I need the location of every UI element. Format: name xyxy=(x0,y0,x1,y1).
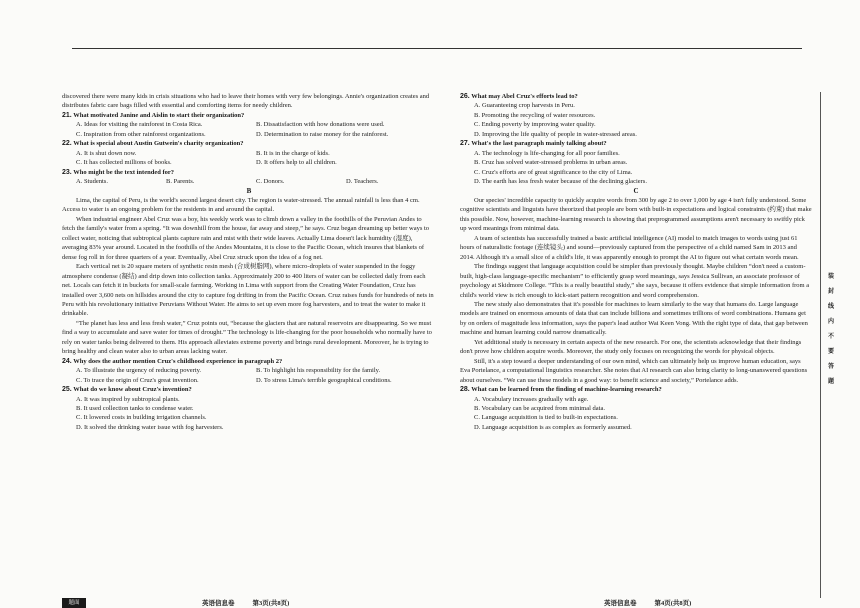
option-a: A. Students. xyxy=(76,178,108,186)
footer-exam-name: 英语信息卷 xyxy=(202,600,235,607)
option-d: D. Language acquisition is as complex as formerly assumed. xyxy=(474,423,632,431)
option-a: A. It is shut down now. xyxy=(76,149,137,157)
passage-b-paragraph-1: Lima, the capital of Peru, is the world's second largest desert city. The region is water-stressed. The annual rainfall is less than 4 cm. Access to water is an ongoing problem for the residents in and around the capital. xyxy=(62,196,420,214)
binding-char: 内 xyxy=(827,319,834,325)
option-b: B. Cruz has solved water-stressed problems in urban areas. xyxy=(474,159,628,167)
question-28 xyxy=(460,385,812,432)
option-b: B. Dissatisfaction with how donations were used. xyxy=(256,121,385,129)
question-number: 24. xyxy=(62,357,72,365)
footer-left xyxy=(202,598,307,607)
option-c: C. Language acquisition is tied to built-in expectations. xyxy=(474,414,618,422)
option-b: B. It is in the charge of kids. xyxy=(256,149,330,157)
passage-c-paragraph-6: Still, it's a step toward a deeper understanding of our own mind, which can ultimately help us improve human education, says Eva Portelance, a computational linguistics researcher. She notes that AI research can also bring clarity to long-unanswered questions about ourselves. “We can use these models in a good way: to benefit science and society,” Portelance adds. xyxy=(460,357,808,384)
binding-char: 要 xyxy=(827,349,834,355)
option-a: A. It was inspired by subtropical plants. xyxy=(76,395,180,403)
question-number: 26. xyxy=(460,93,470,100)
option-a: A. To illustrate the urgency of reducing poverty. xyxy=(76,367,202,375)
option-b: B. Parents. xyxy=(166,178,195,186)
corner-label: 题面 xyxy=(62,598,86,608)
question-number: 21. xyxy=(62,111,72,119)
option-c: C. Inspiration from other rainforest organizations. xyxy=(76,130,206,138)
option-d: D. The earth has less fresh water because of the declining glaciers. xyxy=(474,178,647,186)
option-c: C. It lowered costs in building irrigation channels. xyxy=(76,414,207,422)
option-a: A. Ideas for visiting the rainforest in Costa Rica. xyxy=(76,121,203,129)
binding-warning xyxy=(826,270,836,390)
right-column xyxy=(460,92,812,432)
passage-b-paragraph-3: Each vertical net is 20 square meters of synthetic resin mesh (合成树脂网), where micro-droplets of water suspended in the foggy atmosphere condense (凝结) and drip down into collection tanks. Approximately 200 to 400 liters of water can be collected daily from each net. Locals can fetch it in buckets for small-scale farming. Working in Lima with support from the Creating Water Foundation, Cruz has installed over 3,600 nets on hillsides around the city to capture fog drifting in from the Pacific Ocean. Cruz raises funds for hundreds of nets in Peru with his revolutionary initiative Peruvians Without Water. He aims to set up even more fog harvesters, and to treat the water to make it drinkable. xyxy=(62,263,434,318)
question-number: 23. xyxy=(62,168,72,176)
question-stem: What may Abel Cruz's efforts lead to? xyxy=(471,93,578,100)
passage-a-ending: discovered there were many kids in crisis situations who had to leave their homes with very few belongings. Annie's organization creates and distributes fabric care bags filled with essential and comforting items for needy children. xyxy=(62,93,430,110)
passage-c-paragraph-3: The findings suggest that language acquisition could be simpler than previously thought. Maybe children “don't need a custom-built, high-class language-specific mechanism” to efficiently grasp word meanings, says Jessica Sullivan, an associate professor of psychology at Skidmore College. “This is a really beautiful study,” she says, because it offers evidence that simple information from a child's world view is rich enough to kick-start pattern recognition and word comprehension. xyxy=(460,263,810,299)
option-c: C. It has collected millions of books. xyxy=(76,159,172,167)
passage-b-paragraph-2: When industrial engineer Abel Cruz was a boy, his weekly work was to climb down a valley in the foothills of the Peruvian Andes to fetch the family's water from a spring. “It was downhill from the house, far away and steep,” he says. Cruz began dreaming up better ways to collect water, noticing that subtropical plants capture rain and mist with their wide leaves. Actually Lima doesn't lack humidity (湿度), averaging 83% year around. Located in the foothills of the Andes Mountains, it is close to the Pacific Ocean, which insures that blankets of dense fog roll in for three quarters of a year. Eventually, Abel Cruz struck upon the idea of a fog net. xyxy=(62,215,430,261)
question-number: 22. xyxy=(62,140,72,148)
question-22 xyxy=(62,139,436,167)
binding-char: 装 xyxy=(827,274,834,280)
passage-c-paragraph-2: A team of scientists has successfully trained a basic artificial intelligence (AI) model to match images to words using just 61 hours of naturalistic footage (连续镜头) and sound—previously captured from the perspective of a child named Sam in 2013 and 2014. Although it's a small slice of a child's life, it was apparently enough to prompt the AI to figure out what certain words mean. xyxy=(460,234,799,261)
question-stem: What's the last paragraph mainly talking about? xyxy=(471,140,607,148)
option-d: D. It solved the drinking water issue with fog harvesters. xyxy=(76,423,224,431)
question-24 xyxy=(62,357,436,385)
binding-char: 封 xyxy=(827,289,834,295)
binding-line xyxy=(820,92,821,598)
passage-c-paragraph-1: Our species' incredible capacity to quickly acquire words from 300 by age 2 to over 1,000 by age 4 isn't fully understood. Some cognitive scientists and linguists have theorized that people are born with built-in expectations and logical constraints (约束) that make this possible. Now, however, machine-learning research is showing that preprogrammed assumptions aren't necessary to swiftly pick up word meanings from minimal data. xyxy=(460,196,812,233)
section-heading-c: C xyxy=(633,186,639,195)
option-b: B. It used collection tanks to condense water. xyxy=(76,404,194,412)
option-a: A. The technology is life-changing for all poor families. xyxy=(474,149,620,157)
footer-page-number: 第4页(共8页) xyxy=(654,600,692,607)
question-stem: What do we know about Cruz's invention? xyxy=(73,386,192,394)
binding-char: 题 xyxy=(827,379,834,385)
option-d: D. Improving the life quality of people in water-stressed areas. xyxy=(474,130,637,138)
passage-b-paragraph-4: “The planet has less and less fresh water,” Cruz points out, “because the glaciers that are natural reservoirs are disappearing. So we must find a way to accumulate and save water for times of drought.” The technology is life-changing for the poor households who normally have to rely on water tanks being delivered to them. His approach alleviates extreme poverty and brings rural development. Moreover, he is trying to bring healthy and clean water also to urban areas lacking water. xyxy=(62,319,432,356)
option-c: C. To trace the origin of Cruz's great invention. xyxy=(76,376,199,384)
question-number: 28. xyxy=(460,386,470,394)
option-d: D. Teachers. xyxy=(346,178,379,186)
question-stem: Who might be the text intended for? xyxy=(73,168,174,176)
question-26 xyxy=(460,92,812,139)
left-column xyxy=(62,92,436,432)
footer-exam-name: 英语信息卷 xyxy=(604,600,637,607)
option-d: D. It offers help to all children. xyxy=(256,159,337,167)
option-d: D. To stress Lima's terrible geographical conditions. xyxy=(256,376,392,384)
binding-char: 答 xyxy=(827,364,834,370)
option-c: C. Ending poverty by improving water quality. xyxy=(474,121,596,129)
question-number: 25. xyxy=(62,386,72,394)
question-stem: What is special about Austin Gutwein's charity organization? xyxy=(73,140,244,148)
option-c: C. Donors. xyxy=(256,178,285,186)
question-number: 27. xyxy=(460,140,470,148)
footer-page-number: 第3页(共8页) xyxy=(252,600,290,607)
passage-c-paragraph-4: The new study also demonstrates that it's possible for machines to learn similarly to the way that humans do. Large language models are trained on enormous amounts of data that can include billions and sometimes trillions of word combinations. Humans get by on orders of magnitude less information, says the paper's lead author Wai Keen Vong. With the right type of data, that gap between machine and human learning could narrow dramatically. xyxy=(460,300,808,337)
option-b: B. Promoting the recycling of water resources. xyxy=(474,111,596,119)
option-d: D. Determination to raise money for the rainforest. xyxy=(256,130,389,138)
question-27 xyxy=(460,139,812,186)
question-25 xyxy=(62,385,436,432)
header-rule xyxy=(72,48,802,49)
binding-char: 不 xyxy=(827,334,834,340)
option-a: A. Guaranteeing crop harvests in Peru. xyxy=(474,102,575,110)
section-heading-b: B xyxy=(246,186,252,195)
question-stem: Why does the author mention Cruz's childhood experience in paragraph 2? xyxy=(73,357,283,365)
question-stem: What motivated Janine and Aislin to start their organization? xyxy=(73,111,245,119)
option-b: B. Vocabulary can be acquired from minimal data. xyxy=(474,404,605,412)
passage-c-paragraph-5: Yet additional study is necessary in certain aspects of the new research. For one, the scientists acknowledge that their findings don't prove how children acquire words. Moreover, the study only focuses on recognizing the words for physical objects. xyxy=(460,338,802,356)
option-c: C. Cruz's efforts are of great significance to the city of Lima. xyxy=(474,168,633,176)
question-21 xyxy=(62,111,436,139)
option-a: A. Vocabulary increases gradually with age. xyxy=(474,395,589,403)
footer-right xyxy=(604,598,709,607)
question-23 xyxy=(62,168,436,187)
option-b: B. To highlight his responsibility for the family. xyxy=(256,367,381,375)
question-stem: What can be learned from the finding of machine-learning research? xyxy=(471,386,662,394)
binding-char: 线 xyxy=(827,304,834,310)
